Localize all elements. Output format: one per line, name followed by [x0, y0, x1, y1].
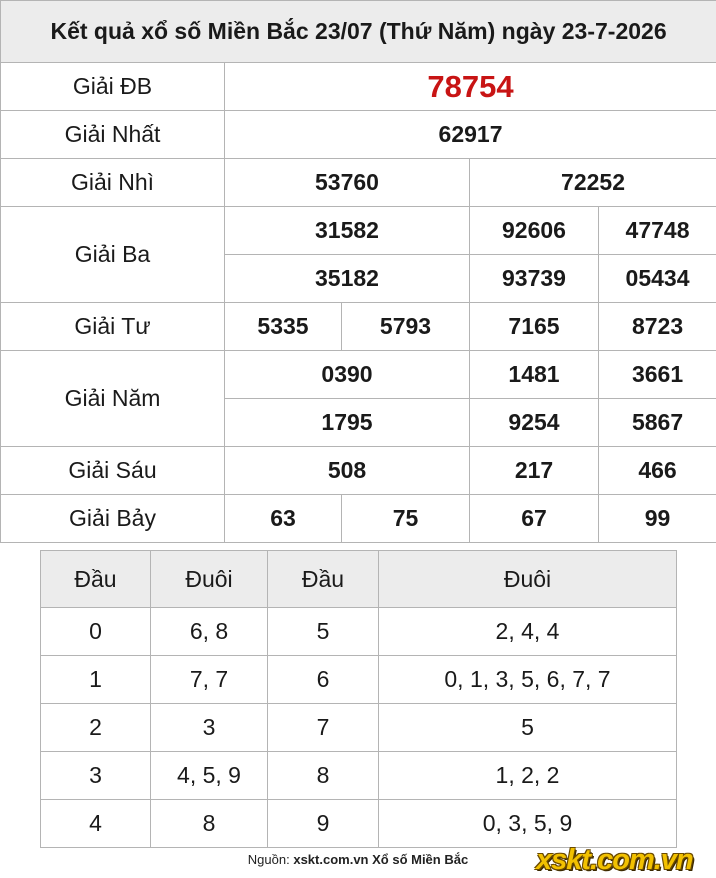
loto-header-row [41, 551, 677, 608]
column-header-duoi: Đuôi [151, 551, 268, 608]
loto-cell: 6, 8 [151, 608, 268, 656]
prize-number: 35182 [225, 255, 470, 303]
prize-number: 99 [599, 495, 716, 543]
prize-row-nam [1, 351, 716, 399]
loto-cell: 3 [151, 704, 268, 752]
loto-cell: 9 [268, 800, 379, 848]
prize-label: Giải Bảy [1, 495, 225, 543]
loto-cell: 0, 3, 5, 9 [379, 800, 677, 848]
loto-cell: 1, 2, 2 [379, 752, 677, 800]
loto-cell: 6 [268, 656, 379, 704]
prize-number: 93739 [470, 255, 599, 303]
prize-row-nhat [1, 111, 716, 159]
table-row [41, 656, 677, 704]
source-suffix: Xổ số Miền Bắc [368, 852, 469, 867]
column-header-dau: Đầu [268, 551, 379, 608]
prize-label: Giải Năm [1, 351, 225, 447]
prize-number: 67 [470, 495, 599, 543]
prize-label: Giải Ba [1, 207, 225, 303]
loto-cell: 7, 7 [151, 656, 268, 704]
prize-row-ba [1, 207, 716, 255]
column-header-dau: Đầu [41, 551, 151, 608]
loto-cell: 8 [151, 800, 268, 848]
prize-number: 9254 [470, 399, 599, 447]
prize-number: 63 [225, 495, 342, 543]
source-prefix: Nguồn: [247, 852, 294, 867]
table-row [41, 704, 677, 752]
prize-label: Giải Sáu [1, 447, 225, 495]
prize-row-bay [1, 495, 716, 543]
prize-number: 47748 [599, 207, 716, 255]
prize-number: 31582 [225, 207, 470, 255]
loto-cell: 4, 5, 9 [151, 752, 268, 800]
loto-cell: 2 [41, 704, 151, 752]
prize-number: 508 [225, 447, 470, 495]
loto-cell: 3 [41, 752, 151, 800]
prize-number: 75 [342, 495, 470, 543]
prize-number: 5335 [225, 303, 342, 351]
table-row [41, 752, 677, 800]
loto-table [40, 550, 677, 848]
loto-cell: 2, 4, 4 [379, 608, 677, 656]
loto-cell: 5 [268, 608, 379, 656]
prize-number: 3661 [599, 351, 716, 399]
prize-number: 72252 [470, 159, 716, 207]
prize-number: 62917 [225, 111, 716, 159]
prize-number: 466 [599, 447, 716, 495]
loto-cell: 5 [379, 704, 677, 752]
prize-row-sau [1, 447, 716, 495]
prize-number: 8723 [599, 303, 716, 351]
prize-number: 92606 [470, 207, 599, 255]
table-row [41, 608, 677, 656]
loto-cell: 1 [41, 656, 151, 704]
prize-number: 53760 [225, 159, 470, 207]
page-title: Kết quả xổ số Miền Bắc 23/07 (Thứ Năm) ngày 23-7-2026 [1, 1, 716, 63]
loto-cell: 4 [41, 800, 151, 848]
prize-row-tu [1, 303, 716, 351]
prize-label: Giải Nhất [1, 111, 225, 159]
prize-number: 05434 [599, 255, 716, 303]
prize-row-db [1, 63, 716, 111]
column-header-duoi: Đuôi [379, 551, 677, 608]
prize-number: 1795 [225, 399, 470, 447]
loto-cell: 0, 1, 3, 5, 6, 7, 7 [379, 656, 677, 704]
prize-number: 5867 [599, 399, 716, 447]
loto-cell: 8 [268, 752, 379, 800]
prize-label: Giải Nhì [1, 159, 225, 207]
special-prize-number: 78754 [225, 63, 716, 111]
prize-number: 7165 [470, 303, 599, 351]
prize-label: Giải Tư [1, 303, 225, 351]
prize-label: Giải ĐB [1, 63, 225, 111]
table-row [41, 800, 677, 848]
loto-cell: 7 [268, 704, 379, 752]
source-link[interactable]: xskt.com.vn [293, 852, 369, 867]
loto-cell: 0 [41, 608, 151, 656]
prize-row-nhi [1, 159, 716, 207]
prize-number: 217 [470, 447, 599, 495]
prize-number: 5793 [342, 303, 470, 351]
prize-number: 0390 [225, 351, 470, 399]
prize-number: 1481 [470, 351, 599, 399]
brand-logo: xskt.com.vn [536, 844, 693, 876]
